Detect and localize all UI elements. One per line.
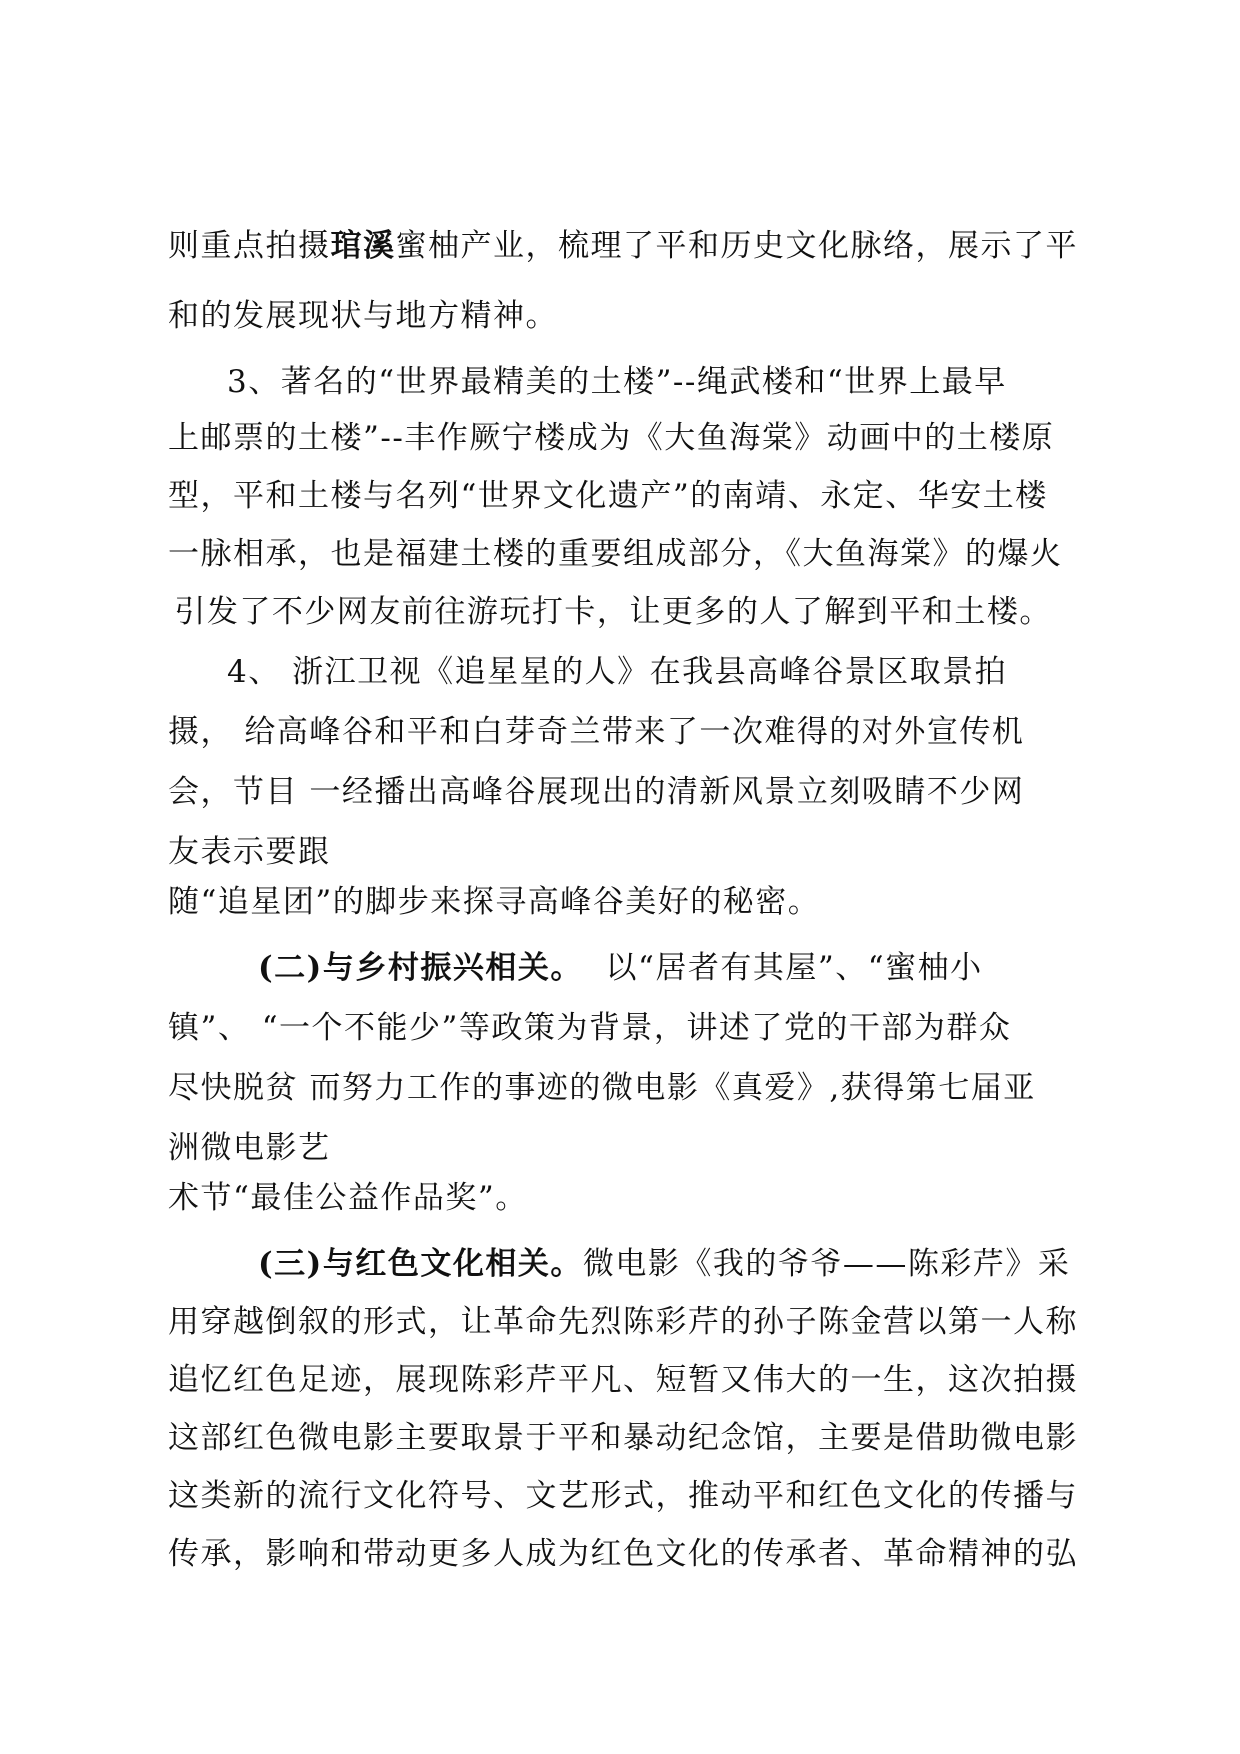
paragraph-1-line-2: 和的发展现状与地方精神。: [168, 298, 558, 334]
paragraph-3-line-2: 摄， 给高峰谷和平和白芽奇兰带来了一次难得的对外宣传机: [168, 714, 1025, 750]
paragraph-5-line-3: 追忆红色足迹，展现陈彩芹平凡、短暂又伟大的一生，这次拍摄: [168, 1362, 1078, 1398]
paragraph-5-line-4: 这部红色微电影主要取景于平和暴动纪念馆，主要是借助微电影: [168, 1420, 1078, 1456]
paragraph-5-line-1-rest: 微电影《我的爷爷——陈彩芹》采: [582, 1246, 1071, 1282]
paragraph-2-line-5: 引发了不少网友前往游玩打卡，让更多的人了解到平和土楼。: [163, 594, 1052, 630]
paragraph-4-line-4: 洲微电影艺: [168, 1130, 331, 1166]
paragraph-2-line-1: 3、著名的“世界最精美的土楼”--绳武楼和“世界上最早: [227, 364, 1007, 400]
paragraph-4-line-2: 镇”、 “一个不能少”等政策为背景，讲述了党的干部为群众: [168, 1010, 1012, 1046]
paragraph-4-line-1: [258, 948, 983, 988]
paragraph-3-line-1: 4、 浙江卫视《追星星的人》在我县高峰谷景区取景拍: [227, 654, 1008, 690]
paragraph-1-line-1: [168, 226, 1078, 266]
paragraph-1-line-1-pre: 则重点拍摄: [168, 228, 331, 264]
paragraph-5-line-5: 这类新的流行文化符号、文艺形式，推动平和红色文化的传播与: [168, 1478, 1078, 1514]
paragraph-5-line-2: 用穿越倒叙的形式，让革命先烈陈彩芹的孙子陈金营以第一人称: [168, 1304, 1078, 1340]
paragraph-4-line-5: 术节“最佳公益作品奖”。: [168, 1180, 528, 1216]
section-heading-red-culture: (三)与红色文化相关。: [258, 1246, 583, 1282]
paragraph-1-line-1-post: 蜜柚产业，梳理了平和历史文化脉络，展示了平: [395, 228, 1078, 264]
paragraph-5-line-1: [258, 1244, 1070, 1284]
section-heading-rural-revitalization: (二)与乡村振兴相关。: [258, 950, 583, 986]
paragraph-2-line-2: 上邮票的土楼”--丰作厥宁楼成为《大鱼海棠》动画中的土楼原: [168, 420, 1055, 456]
paragraph-3-line-4: 友表示要跟: [168, 834, 331, 870]
paragraph-5-line-6: 传承，影响和带动更多人成为红色文化的传承者、革命精神的弘: [168, 1536, 1078, 1572]
paragraph-3-line-5: 随“追星团”的脚步来探寻高峰谷美好的秘密。: [168, 884, 821, 920]
paragraph-1-bold-term: 琯溪: [330, 228, 396, 264]
paragraph-4-line-3: 尽快脱贫 而努力工作的事迹的微电影《真爱》,获得第七届亚: [168, 1070, 1036, 1106]
paragraph-4-line-1-rest: 以“居者有其屋”、“蜜柚小: [582, 950, 983, 986]
paragraph-2-line-4: 一脉相承，也是福建土楼的重要组成部分，《大鱼海棠》的爆火: [168, 536, 1063, 572]
paragraph-3-line-3: 会，节目 一经播出高峰谷展现出的清新风景立刻吸睛不少网: [168, 774, 1025, 810]
paragraph-2-line-3: 型，平和土楼与名列“世界文化遗产”的南靖、永定、华安土楼: [168, 478, 1048, 514]
